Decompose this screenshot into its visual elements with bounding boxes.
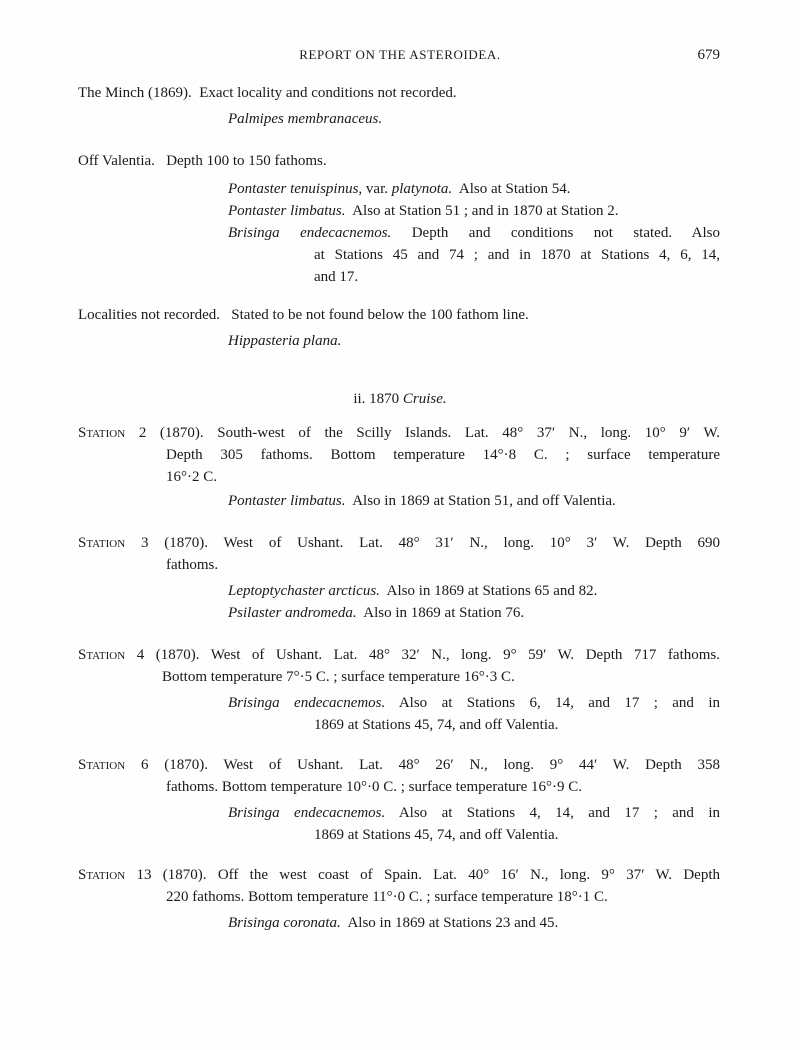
record-note: Also in 1869 at Station 51, and off Valentia. bbox=[352, 493, 616, 509]
station-label: Station bbox=[78, 535, 126, 551]
species-name: Psilaster andromeda. bbox=[228, 605, 357, 621]
page-number: 679 bbox=[697, 47, 720, 63]
species-name: Brisinga endecacnemos. bbox=[228, 805, 386, 821]
record-note: Also in 1869 at Stations 65 and 82. bbox=[386, 583, 598, 599]
minch-detail: Exact locality and conditions not recorded. bbox=[199, 85, 457, 101]
valentia-record-2 bbox=[228, 200, 618, 222]
running-title: REPORT ON THE ASTEROIDEA. bbox=[299, 47, 501, 62]
station-3-cont-1: fathoms. bbox=[166, 557, 219, 573]
species-name: Pontaster tenuispinus, bbox=[228, 181, 363, 197]
valentia-record-3-cont-2: and 17. bbox=[314, 269, 359, 285]
record-note: Also at Stations 6, 14, and 17 ; and in bbox=[398, 695, 720, 711]
var-text: var. bbox=[365, 181, 388, 197]
station-label: Station bbox=[78, 425, 126, 441]
record-note: Also at Station 51 ; and in 1870 at Station 2. bbox=[352, 203, 619, 219]
station-6-heading bbox=[78, 754, 720, 776]
station-2-cont-2: 16°·2 C. bbox=[166, 469, 217, 485]
station-13-heading bbox=[78, 864, 720, 886]
unrecorded-heading: Localities not recorded. bbox=[78, 307, 221, 323]
station-label: Station bbox=[78, 867, 126, 883]
station-4-record bbox=[228, 692, 720, 714]
station-head-text: 2 (1870). South-west of the Scilly Islands. Lat. 48° 37′ N., long. 10° 9′ W. bbox=[138, 425, 721, 441]
station-3-heading bbox=[78, 532, 720, 554]
species-name: Brisinga endecacnemos. bbox=[228, 695, 386, 711]
species-name: Pontaster limbatus. bbox=[228, 493, 346, 509]
station-13-cont-1: 220 fathoms. Bottom temperature 11°·0 C. ; surface temperature 18°·1 C. bbox=[166, 889, 608, 905]
record-note: Also in 1869 at Stations 23 and 45. bbox=[347, 915, 559, 931]
unrecorded-species: Hippasteria plana. bbox=[228, 333, 342, 349]
station-6-cont-1: fathoms. Bottom temperature 10°·0 C. ; surface temperature 16°·9 C. bbox=[166, 779, 583, 795]
station-3-record-1 bbox=[228, 580, 597, 602]
station-13-record bbox=[228, 912, 558, 934]
station-label: Station bbox=[78, 757, 126, 773]
section-prefix: ii. 1870 bbox=[353, 391, 400, 407]
station-head-text: 4 (1870). West of Ushant. Lat. 48° 32′ N., long. 9° 59′ W. Depth 717 fathoms. bbox=[136, 647, 720, 663]
species-name: Leptoptychaster arcticus. bbox=[228, 583, 380, 599]
station-6-record-cont: 1869 at Stations 45, 74, and off Valentia. bbox=[314, 827, 559, 843]
station-head-text: 13 (1870). Off the west coast of Spain. Lat. 40° 16′ N., long. 9° 37′ W. Depth bbox=[136, 867, 721, 883]
section-heading bbox=[0, 388, 800, 410]
record-note: Depth and conditions not stated. Also bbox=[411, 225, 721, 241]
station-head-text: 6 (1870). West of Ushant. Lat. 48° 26′ N., long. 9° 44′ W. Depth 358 bbox=[140, 757, 721, 773]
station-2-record bbox=[228, 490, 616, 512]
station-4-cont-1: Bottom temperature 7°·5 C. ; surface temperature 16°·3 C. bbox=[162, 669, 515, 685]
station-2-cont-1: Depth 305 fathoms. Bottom temperature 14°·8 C. ; surface temperature bbox=[166, 447, 720, 463]
station-label: Station bbox=[78, 647, 126, 663]
minch-species: Palmipes membranaceus. bbox=[228, 111, 383, 127]
record-note: Also in 1869 at Station 76. bbox=[363, 605, 525, 621]
unrecorded-detail: Stated to be not found below the 100 fathom line. bbox=[231, 307, 529, 323]
variety-name: platynota. bbox=[391, 181, 453, 197]
station-4-record-cont: 1869 at Stations 45, 74, and off Valentia. bbox=[314, 717, 559, 733]
station-4-heading bbox=[78, 644, 720, 666]
valentia-record-3-cont-1: at Stations 45 and 74 ; and in 1870 at Stations 4, 6, 14, bbox=[314, 247, 720, 263]
minch-heading: The Minch (1869). bbox=[78, 85, 192, 101]
valentia-record-3 bbox=[228, 222, 720, 244]
record-note: Also at Stations 4, 14, and 17 ; and in bbox=[398, 805, 720, 821]
species-name: Pontaster limbatus. bbox=[228, 203, 346, 219]
station-6-record bbox=[228, 802, 720, 824]
valentia-detail: Depth 100 to 150 fathoms. bbox=[166, 153, 327, 169]
station-head-text: 3 (1870). West of Ushant. Lat. 48° 31′ N., long. 10° 3′ W. Depth 690 bbox=[140, 535, 721, 551]
minch-entry bbox=[78, 82, 457, 104]
unrecorded-entry bbox=[78, 304, 529, 326]
record-note: Also at Station 54. bbox=[458, 181, 571, 197]
species-name: Brisinga coronata. bbox=[228, 915, 341, 931]
page-header bbox=[0, 44, 800, 66]
station-2-heading bbox=[78, 422, 720, 444]
valentia-record-1 bbox=[228, 178, 571, 200]
station-3-record-2 bbox=[228, 602, 524, 624]
valentia-entry bbox=[78, 150, 327, 172]
species-name: Brisinga endecacnemos. bbox=[228, 225, 392, 241]
valentia-heading: Off Valentia. bbox=[78, 153, 155, 169]
section-word: Cruise. bbox=[402, 391, 447, 407]
